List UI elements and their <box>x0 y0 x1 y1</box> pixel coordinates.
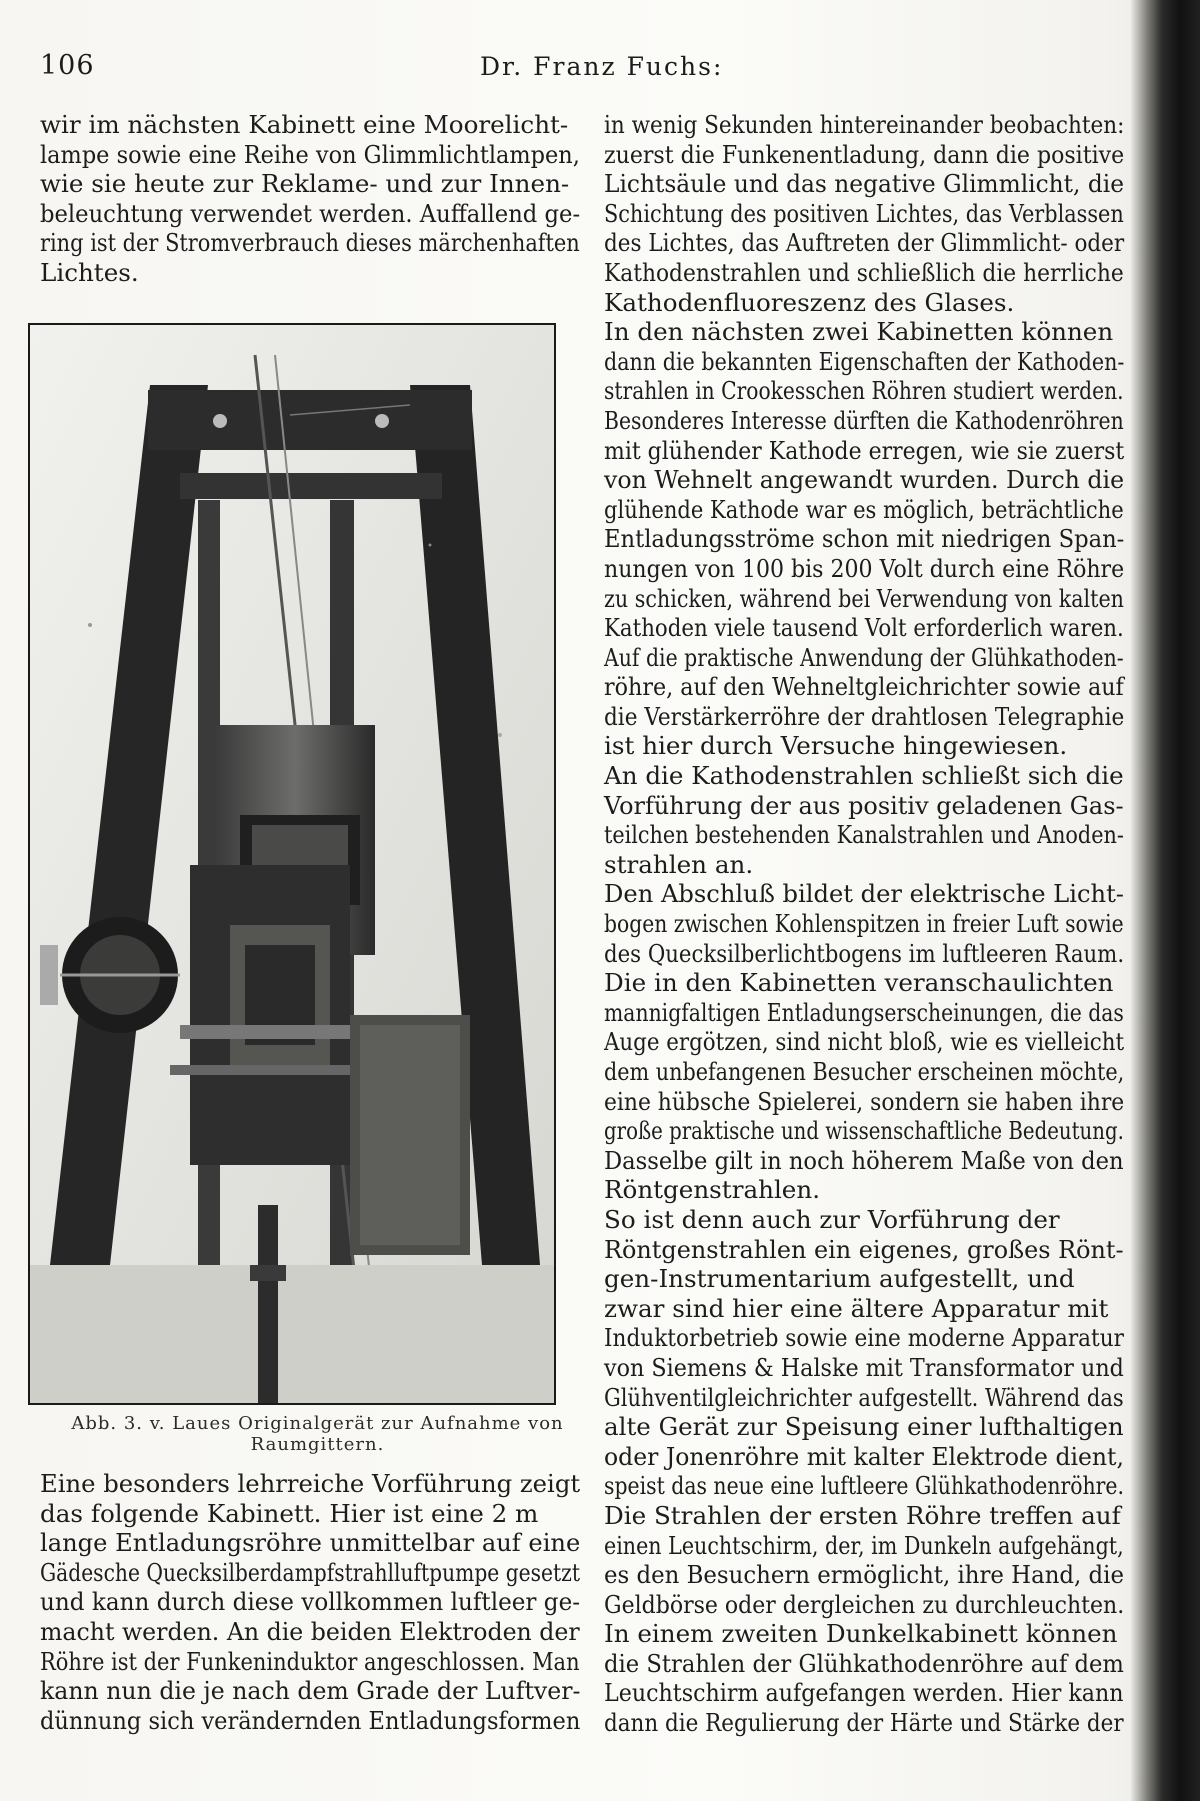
text-line: Leuchtschirm aufgefangen werden. Hier kann <box>604 1678 1124 1708</box>
text-line: So ist denn auch zur Vorführung der <box>604 1204 1060 1234</box>
text-line: wir im nächsten Kabinett eine Moorelicht- <box>40 110 569 139</box>
text-line: eine hübsche Spielerei, sondern sie haben ihre <box>604 1086 1125 1116</box>
text-line: Lichtes. <box>40 257 139 287</box>
text-line: zuerst die Funkenentladung, dann die positive <box>604 139 1125 169</box>
text-line: mannigfaltigen Entladungserscheinungen, die das <box>604 997 1124 1027</box>
text-line: dünnung sich verändernden Entladungsformen <box>40 1705 581 1735</box>
text-line: gen-Instrumentarium aufgestellt, und <box>604 1264 1075 1294</box>
text-line: An die Kathodenstrahlen schließt sich die <box>604 761 1124 791</box>
text-line: dann die Regulierung der Härte und Stärke der <box>604 1708 1124 1738</box>
figure-photo <box>28 323 556 1405</box>
text-line: Induktorbetrieb sowie eine moderne Apparatur <box>604 1323 1124 1353</box>
text-line: lampe sowie eine Reihe von Glimmlichtlampen, <box>40 139 580 169</box>
text-line: Geldbörse oder dergleichen zu durchleuchten. <box>604 1589 1125 1619</box>
text-line: Den Abschluß bildet der elektrische Licht- <box>604 879 1124 909</box>
text-line: das folgende Kabinett. Hier ist eine 2 m <box>40 1498 539 1528</box>
text-line: des Quecksilberlichtbogens im luftleeren Raum. <box>604 938 1125 968</box>
text-line: zwar sind hier eine ältere Apparatur mit <box>604 1293 1109 1323</box>
text-line: zu schicken, während bei Verwendung von kalten <box>604 583 1124 613</box>
text-line: von Siemens & Halske mit Transformator und <box>604 1352 1124 1382</box>
text-line: Die Strahlen der ersten Röhre treffen auf <box>604 1500 1121 1530</box>
left-column-bottom-text <box>40 1469 580 1735</box>
text-line: von Wehnelt angewandt wurden. Durch die <box>604 465 1125 495</box>
text-line: Die in den Kabinetten veranschaulichten <box>604 968 1114 998</box>
text-line: dann die bekannten Eigenschaften der Kathoden- <box>604 346 1125 376</box>
text-line: Schichtung des positiven Lichtes, das Verblassen <box>604 198 1124 228</box>
apparatus-photo-illustration <box>30 325 554 1403</box>
page-number: 106 <box>40 50 95 81</box>
text-line: Gädesche Quecksilberdampfstrahlluftpumpe gesetzt <box>40 1557 580 1587</box>
text-line: Eine besonders lehrreiche Vorführung zeigt <box>40 1469 581 1498</box>
text-line: beleuchtung verwendet werden. Auffallend ge- <box>40 198 581 228</box>
text-line: Lichtsäule und das negative Glimmlicht, die <box>604 169 1125 199</box>
text-line: nungen von 100 bis 200 Volt durch eine Röhre <box>604 553 1125 583</box>
text-line: Besonderes Interesse dürften die Kathodenröhren <box>604 405 1124 435</box>
text-line: in wenig Sekunden hintereinander beobachten: <box>604 110 1125 139</box>
text-line: die Strahlen der Glühkathodenröhre auf dem <box>604 1648 1124 1678</box>
text-line: Röhre ist der Funkeninduktor angeschlossen. Man <box>40 1646 580 1676</box>
text-line: In einem zweiten Dunkelkabinett können <box>604 1619 1118 1649</box>
scan-edge-shadow <box>1130 0 1200 1801</box>
text-line: speist das neue eine luftleere Glühkathodenröhre. <box>604 1471 1124 1501</box>
text-line: ist hier durch Versuche hingewiesen. <box>604 731 1068 761</box>
text-line: ring ist der Stromverbrauch dieses märchenhaften <box>40 228 580 258</box>
text-line: oder Jonenröhre mit kalter Elektrode dient, <box>604 1441 1124 1471</box>
text-line: kann nun die je nach dem Grade der Luftver- <box>40 1676 581 1706</box>
text-line: mit glühender Kathode erregen, wie sie zuerst <box>604 435 1125 465</box>
text-line: alte Gerät zur Speisung einer lufthaltigen <box>604 1412 1124 1442</box>
left-column-top-text <box>40 110 580 288</box>
text-line: Kathoden viele tausend Volt erforderlich waren. <box>604 613 1124 643</box>
text-line: Entladungsströme schon mit niedrigen Span- <box>604 524 1125 554</box>
text-line: wie sie heute zur Reklame- und zur Innen- <box>40 169 570 199</box>
text-line: große praktische und wissenschaftliche Bedeutung. <box>604 1116 1124 1146</box>
text-line: Auge ergötzen, sind nicht bloß, wie es vielleicht <box>604 1027 1125 1057</box>
text-line: Dasselbe gilt in noch höherem Maße von den <box>604 1145 1124 1175</box>
text-line: Auf die praktische Anwendung der Glühkathoden- <box>604 642 1124 672</box>
text-line: röhre, auf den Wehneltgleichrichter sowie auf <box>604 672 1124 702</box>
text-line: strahlen an. <box>604 849 754 879</box>
text-line: teilchen bestehenden Kanalstrahlen und Anoden- <box>604 820 1124 850</box>
text-line: und kann durch diese vollkommen luftleer ge- <box>40 1587 581 1617</box>
text-line: In den nächsten zwei Kabinetten können <box>604 317 1114 347</box>
text-line: macht werden. An die beiden Elektroden der <box>40 1616 580 1646</box>
text-line: des Lichtes, das Auftreten der Glimmlicht- oder <box>604 228 1125 258</box>
text-line: einen Leuchtschirm, der, im Dunkeln aufgehängt, <box>604 1530 1124 1560</box>
text-line: es den Besuchern ermöglicht, ihre Hand, die <box>604 1560 1124 1590</box>
text-line: Kathodenfluoreszenz des Glases. <box>604 287 1015 317</box>
text-line: Röntgenstrahlen. <box>604 1175 821 1205</box>
figure-caption: Abb. 3. v. Laues Originalgerät zur Aufnahme von Raumgittern. <box>71 1413 564 1455</box>
text-line: strahlen in Crookesschen Röhren studiert werden. <box>604 376 1124 406</box>
text-line: dem unbefangenen Besucher erscheinen möchte, <box>604 1057 1125 1086</box>
right-column-text <box>604 110 1124 1738</box>
text-line: bogen zwischen Kohlenspitzen in freier Luft sowie <box>604 909 1124 939</box>
text-line: Kathodenstrahlen und schließlich die herrliche <box>604 257 1124 287</box>
running-title: Dr. Franz Fuchs: <box>480 52 724 81</box>
text-line: Röntgenstrahlen ein eigenes, großes Rönt- <box>604 1234 1124 1264</box>
text-line: Glühventilgleichrichter aufgestellt. Während das <box>604 1382 1124 1412</box>
text-line: die Verstärkerröhre der drahtlosen Telegraphie <box>604 701 1125 731</box>
text-line: glühende Kathode war es möglich, beträchtliche <box>604 494 1124 524</box>
text-line: lange Entladungsröhre unmittelbar auf eine <box>40 1528 581 1558</box>
text-line: Vorführung der aus positiv geladenen Gas- <box>604 790 1124 820</box>
